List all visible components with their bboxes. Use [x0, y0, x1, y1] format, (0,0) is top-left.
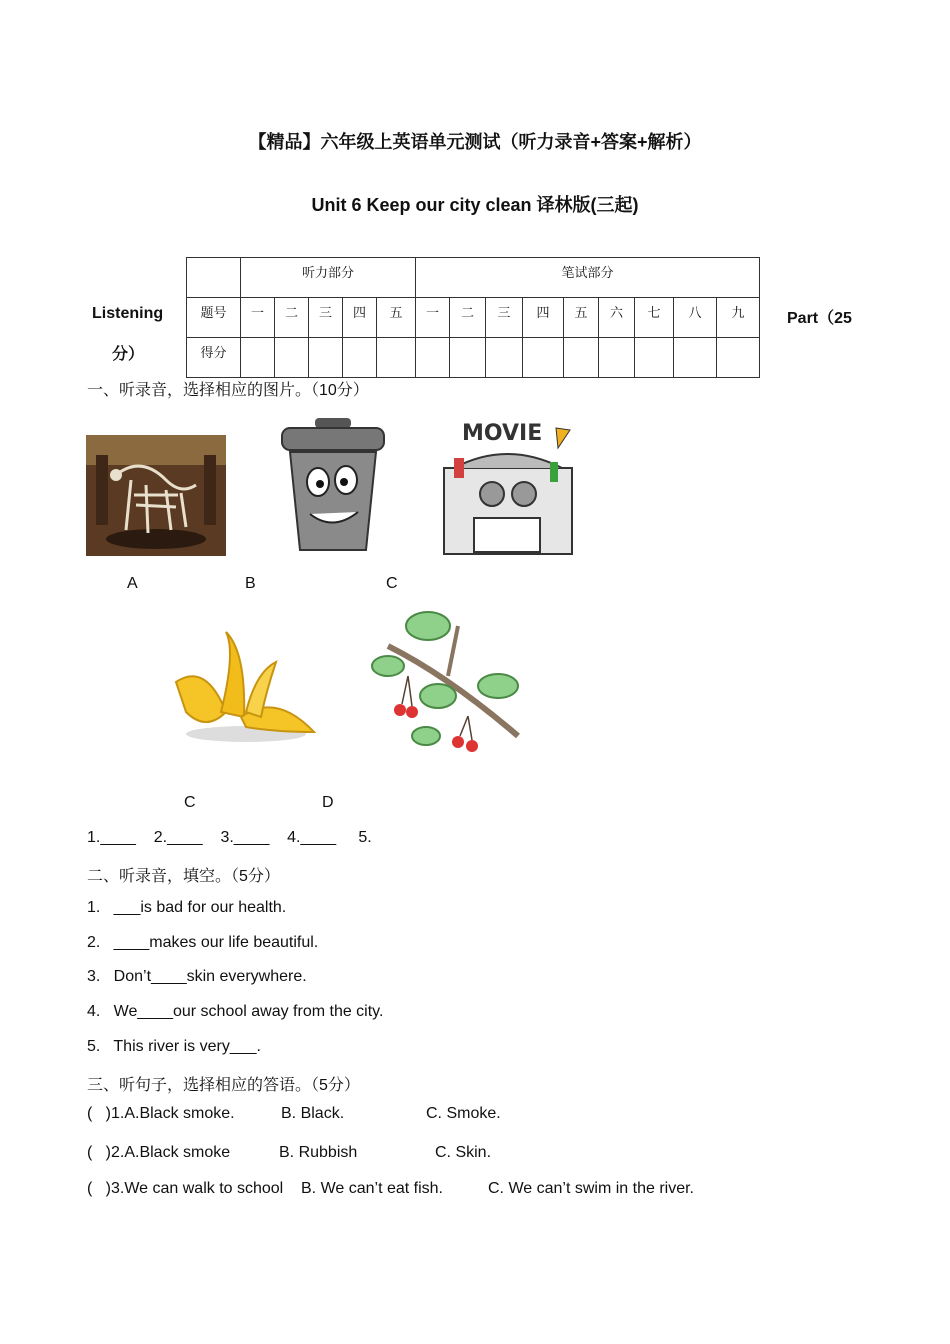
- section3-option-b: B. We can’t eat fish.: [301, 1180, 443, 1197]
- section3-option-c: C. Smoke.: [426, 1105, 501, 1122]
- movie-sign: MOVIE: [462, 421, 543, 446]
- score-table: [186, 257, 760, 378]
- score-cell: [450, 338, 486, 378]
- listening-group-header: 听力部分: [241, 258, 416, 298]
- score-cell: [717, 338, 760, 378]
- score-cell: [599, 338, 635, 378]
- writing-group-header: 笔试部分: [416, 258, 760, 298]
- section2-heading: 二、听录音，填空。（5分）: [87, 868, 280, 885]
- cherry-branch-image: [368, 606, 528, 760]
- label-a: A: [127, 575, 138, 592]
- movie-theater-image: [434, 418, 580, 558]
- score-cell: [416, 338, 450, 378]
- score-cell: [486, 338, 523, 378]
- table-cell: 一: [416, 298, 450, 338]
- section3-item-num: ( )3.We can walk to school: [87, 1180, 284, 1197]
- score-cell: [564, 338, 599, 378]
- table-cell: 二: [275, 298, 309, 338]
- table-cell: 三: [486, 298, 523, 338]
- score-cell: [635, 338, 674, 378]
- table-cell: 五: [564, 298, 599, 338]
- trash-can-image: [270, 416, 396, 556]
- dinosaur-museum-image: [86, 435, 226, 556]
- number-row-label: 题号: [187, 298, 241, 338]
- listening-label-cont: 分）: [112, 346, 145, 363]
- score-cell: [523, 338, 564, 378]
- banana-peel-image: [166, 622, 316, 746]
- table-cell: 九: [717, 298, 760, 338]
- section3-item-num: ( )1.A.Black smoke.: [87, 1105, 235, 1122]
- section2-item: 1. ___is bad for our health.: [87, 899, 287, 916]
- label-d: D: [322, 794, 334, 811]
- section3-option-b: B. Black.: [281, 1105, 345, 1122]
- section1-answers: 1.____ 2.____ 3.____ 4.____ 5.: [87, 829, 372, 846]
- table-cell: 四: [343, 298, 377, 338]
- score-cell: [275, 338, 309, 378]
- table-corner: [187, 258, 241, 298]
- score-cell: [241, 338, 275, 378]
- listening-label: Listening: [92, 305, 164, 322]
- score-cell: [674, 338, 717, 378]
- table-cell: 七: [635, 298, 674, 338]
- score-cell: [377, 338, 416, 378]
- section2-item: 4. We____our school away from the city.: [87, 1003, 384, 1020]
- score-row-label: 得分: [187, 338, 241, 378]
- table-cell: 三: [309, 298, 343, 338]
- score-cell: [343, 338, 377, 378]
- table-cell: 二: [450, 298, 486, 338]
- section2-item: 5. This river is very___.: [87, 1038, 261, 1055]
- table-cell: 八: [674, 298, 717, 338]
- label-b: B: [245, 575, 256, 592]
- page-subtitle: Unit 6 Keep our city clean 译林版(三起): [311, 195, 639, 215]
- section1-heading: 一、听录音，选择相应的图片。（10分）: [87, 382, 369, 399]
- section2-item: 3. Don’t____skin everywhere.: [87, 968, 307, 985]
- section3-option-c: C. We can’t swim in the river.: [488, 1180, 694, 1197]
- section3-item-num: ( )2.A.Black smoke: [87, 1144, 231, 1161]
- page-title: 【精品】六年级上英语单元测试（听力录音+答案+解析）: [248, 132, 702, 152]
- section3-option-b: B. Rubbish: [279, 1144, 358, 1161]
- section2-item: 2. ____makes our life beautiful.: [87, 934, 319, 951]
- table-cell: 五: [377, 298, 416, 338]
- label-c: C: [386, 575, 398, 592]
- table-cell: 四: [523, 298, 564, 338]
- section3-heading: 三、听句子，选择相应的答语。（5分）: [87, 1077, 360, 1094]
- table-cell: 六: [599, 298, 635, 338]
- label-c2: C: [184, 794, 196, 811]
- section3-option-c: C. Skin.: [435, 1144, 492, 1161]
- part-label: Part（25: [787, 310, 852, 327]
- table-cell: 一: [241, 298, 275, 338]
- score-cell: [309, 338, 343, 378]
